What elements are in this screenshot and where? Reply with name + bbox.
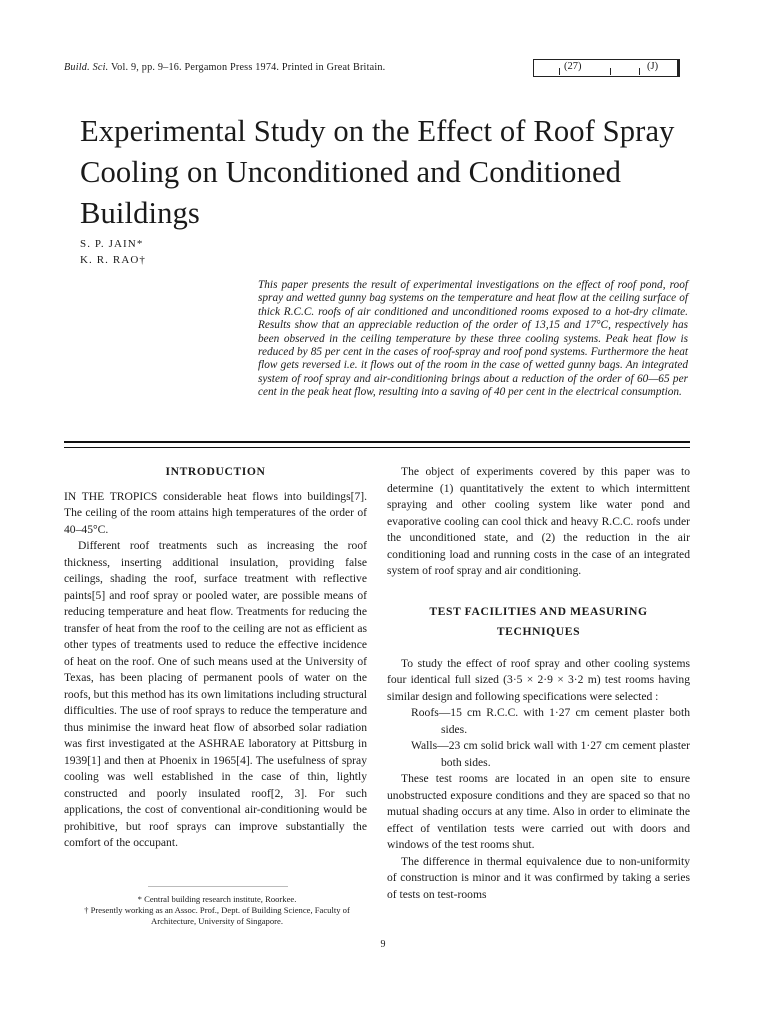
footnote: * Central building research institute, Roorkee.: [137, 894, 297, 904]
body-paragraph: These test rooms are located in an open site to ensure unobstructed exposure conditions and they are spaced so that no mutual shading occurs at any time. Also in order to eliminate the effect of ventilation tests were carried out with doors and windows of the test rooms shut.: [387, 772, 690, 851]
ref-tick: [559, 68, 560, 75]
ref-number: (27): [564, 61, 582, 72]
spec-walls: Walls—23 cm solid brick wall with 1·27 cm cement plaster both sides.: [411, 739, 690, 769]
reference-box: [533, 59, 680, 77]
footnotes: [64, 894, 370, 927]
section-heading: INTRODUCTION: [165, 465, 266, 478]
ref-tag: (J): [647, 61, 659, 72]
heading-line: TEST FACILITIES AND MEASURING: [429, 604, 648, 618]
left-column: [64, 464, 367, 852]
journal-abbrev: Build. Sci.: [64, 62, 109, 73]
citation-details: Vol. 9, pp. 9–16. Pergamon Press 1974. Printed in Great Britain.: [110, 62, 386, 73]
ref-tick: [639, 68, 640, 75]
heading-line: TECHNIQUES: [496, 624, 581, 638]
author-name: K. R. RAO†: [80, 254, 147, 266]
right-column: [387, 464, 690, 903]
ref-tick: [610, 68, 611, 75]
body-paragraph: Different roof treatments such as increasing the roof thickness, inserting additional insulation, providing false ceilings, shading the roof, surface treatment with reflective paints[5] and roof spray or pooled water, are possible means of reducing temperature and heat flow. Treatments for reducing the transfer of heat from the roof to the ceiling are not as efficient as other types of treatments used to reduce the effective incidence of heat on the roof. One of such means used at the University of Texas, has been placing of permanent pools of water on the roofs, but this method has its own limitations including structural difficulties. The use of roof sprays to reduce the temperature and thus minimise the inward heat flow of absorbed solar radiation was first investigated at the ASHRAE laboratory at Pittsburg in 1939[1] and then at Phoenix in 1965[4]. The usefulness of spray cooling was well established in the case of thin, lightly constructed and poorly insulated roof[2, 3]. For such applications, the cost of conventional air-conditioning would be prohibitive, but roof sprays can improve substantially the comfort of the occupant.: [64, 539, 367, 849]
body-paragraph: The object of experiments covered by this paper was to determine (1) quantitatively the extent to which intermittent spraying and other cooling system like water pond and evaporative cooling can cool thick and heavy R.C.C. roofs under the unconditioned state, and (2) the reduction in the air conditioning load and running costs in the case of an integrated system of roof spray and air conditioning.: [387, 465, 690, 577]
body-paragraph: IN THE TROPICS considerable heat flows into buildings[7]. The ceiling of the room attains high temperatures of the order of 40–45°C.: [64, 489, 367, 536]
author-name: S. P. JAIN*: [80, 238, 144, 250]
body-paragraph: The difference in thermal equivalence due to non-uniformity of construction is minor and it was confirmed by taking a series of tests on test-rooms: [387, 854, 690, 901]
section-divider: [64, 447, 690, 448]
footnote: † Presently working as an Assoc. Prof., Dept. of Building Science, Faculty of Architecture, University of Singapore.: [84, 905, 350, 926]
journal-citation: [64, 62, 494, 73]
body-paragraph: To study the effect of roof spray and other cooling systems four identical full sized (3·5 × 2·9 × 3·2 m) test rooms having similar design and following specifications were selected :: [387, 656, 690, 703]
section-heading: [387, 602, 690, 642]
abstract: This paper presents the result of experimental investigations on the effect of roof pond, roof spray and wetted gunny bag systems on the temperature and heat flow at the ceiling surface of thick R.C.C. roofs of air conditioned and unconditioned rooms exposed to a hot-dry climate. Results show that an appreciable reduction of the order of 13,15 and 17°C, respectively has been observed in the ceiling temperature by these three cooling systems. Peak heat flow is reduced by 85 per cent in the cases of roof-spray and roof pond systems. Furthermore the heat flow gets reversed i.e. it flows out of the room in the case of wetted gunny bags. An integrated system of roof spray and air-conditioning brings about a reduction of the order of 60—65 per cent in the peak heat flow, resulting into a saving of 40 per cent in the electrical consumption.: [258, 279, 688, 399]
page-number: 9: [380, 939, 386, 950]
footnote-divider: [148, 886, 288, 887]
paper-title: Experimental Study on the Effect of Roof Spray Cooling on Unconditioned and Conditioned Buildings: [80, 114, 675, 230]
author-list: [80, 236, 146, 268]
section-divider: [64, 441, 690, 443]
spec-roofs: Roofs—15 cm R.C.C. with 1·27 cm cement plaster both sides.: [411, 706, 690, 736]
